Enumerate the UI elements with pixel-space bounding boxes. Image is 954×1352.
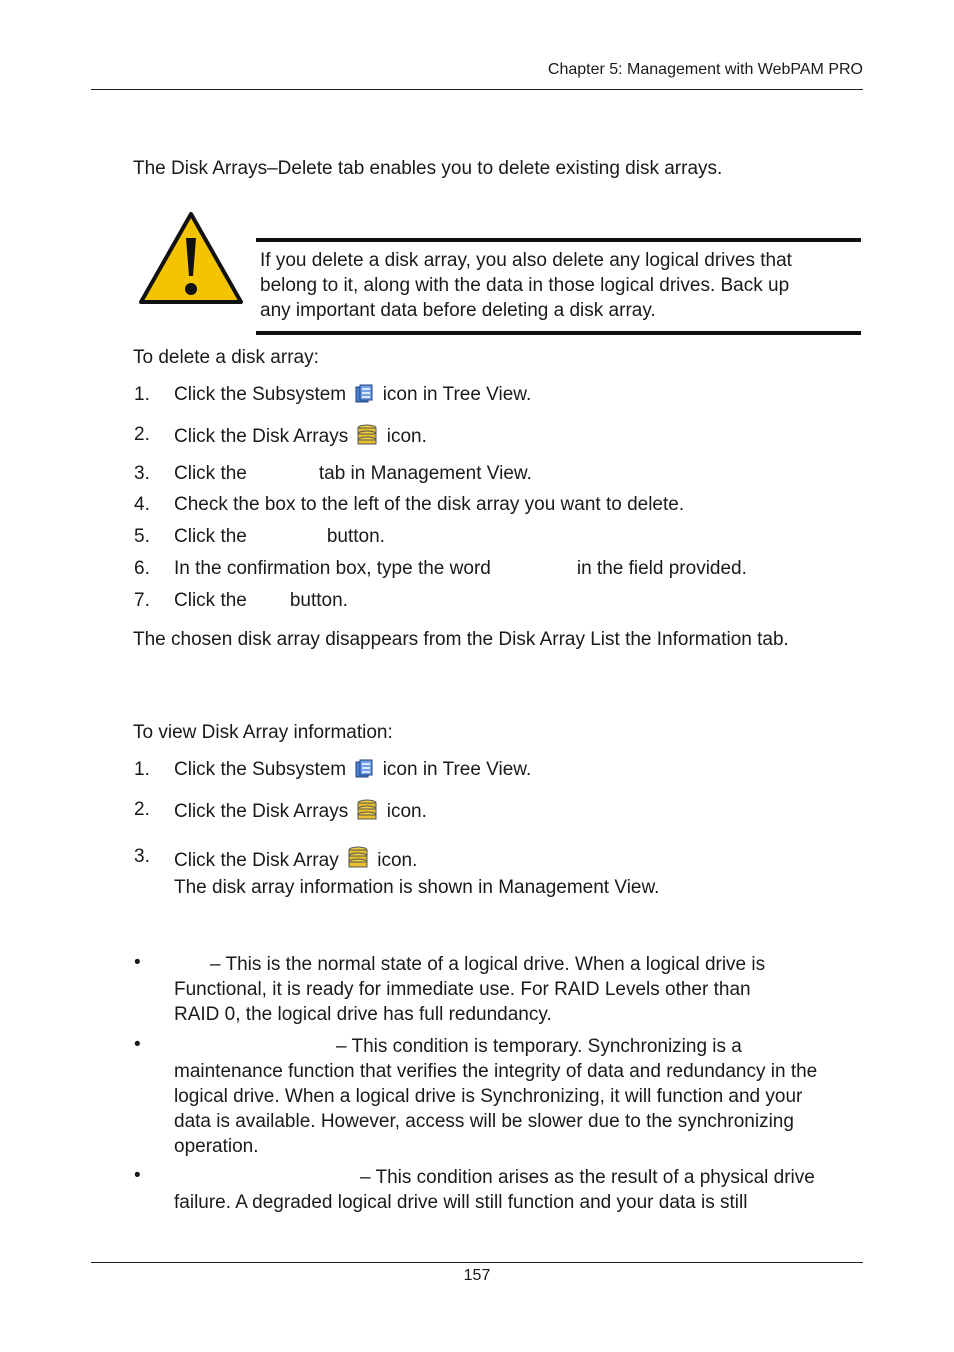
- bullet-line: operation.: [174, 1136, 259, 1157]
- header-rule: [91, 89, 863, 90]
- bullet-mark: •: [134, 1034, 141, 1055]
- bullet-line-text: – This condition arises as the result of a physical drive: [360, 1167, 815, 1188]
- step-text-b: icon in Tree View.: [382, 384, 532, 405]
- step-text-a: Click the Disk Arrays: [174, 801, 349, 822]
- step-text-b: icon.: [386, 426, 427, 447]
- step-text-a: Click the: [174, 590, 247, 611]
- disk-arrays-icon: [356, 799, 378, 827]
- step-text-b: icon.: [386, 801, 427, 822]
- step-text: Check the box to the left of the disk array you want to delete.: [174, 494, 685, 515]
- step-number: 1.: [134, 759, 150, 780]
- warning-top-rule: [256, 238, 861, 242]
- view-note: The disk array information is shown in Management View.: [174, 877, 660, 898]
- step-text-a: Click the Disk Arrays: [174, 426, 349, 447]
- chapter-header: Chapter 5: Management with WebPAM PRO: [547, 61, 863, 78]
- bullet-line: logical drive. When a logical drive is Synchronizing, it will function and your: [174, 1086, 803, 1107]
- warning-line-3: any important data before deleting a disk array.: [260, 300, 656, 321]
- step-number: 3.: [134, 463, 150, 484]
- step-number: 6.: [134, 558, 150, 579]
- disk-arrays-icon: [356, 424, 378, 452]
- step-text-b: tab in Management View.: [318, 463, 532, 484]
- disk-array-icon: [347, 846, 369, 876]
- bullet-line: data is available. However, access will be slower due to the synchronizing: [174, 1111, 794, 1132]
- step-text: [174, 558, 747, 580]
- step-text-a: Click the: [174, 526, 247, 547]
- subsystem-icon: [354, 384, 374, 410]
- intro-text: The Disk Arrays–Delete tab enables you to delete existing disk arrays.: [133, 158, 723, 179]
- delete-lead: To delete a disk array:: [133, 347, 319, 368]
- bullet-degraded: [174, 1165, 864, 1215]
- step-text: [174, 526, 385, 548]
- warning-icon: [137, 210, 245, 312]
- warning-line-1: If you delete a disk array, you also delete any logical drives that: [260, 250, 792, 271]
- step-number: 3.: [134, 846, 150, 867]
- bullet-mark: •: [134, 952, 141, 973]
- warning-bottom-rule: [256, 331, 861, 335]
- bullet-line: [174, 1034, 864, 1059]
- step-text-b: button.: [326, 526, 385, 547]
- page-number: 157: [463, 1267, 491, 1284]
- step-number: 2.: [134, 424, 150, 445]
- step-text: [174, 799, 427, 827]
- step-text-b: icon.: [377, 850, 418, 871]
- bullet-line: RAID 0, the logical drive has full redundancy.: [174, 1004, 552, 1025]
- view-lead: To view Disk Array information:: [133, 722, 393, 743]
- warning-line-2: belong to it, along with the data in those logical drives. Back up: [260, 275, 790, 296]
- bullet-line: [174, 952, 864, 977]
- step-text-b: in the field provided.: [576, 558, 747, 579]
- footer-rule: [91, 1262, 863, 1263]
- step-text: [174, 590, 348, 612]
- step-number: 2.: [134, 799, 150, 820]
- step-text: [174, 463, 532, 485]
- step-number: 5.: [134, 526, 150, 547]
- bullet-line: failure. A degraded logical drive will still function and your data is still: [174, 1192, 748, 1213]
- step-text-b: button.: [289, 590, 348, 611]
- bullet-mark: •: [134, 1165, 141, 1186]
- bullet-line: [174, 1165, 864, 1190]
- step-text-b: icon in Tree View.: [382, 759, 532, 780]
- step-text: [174, 424, 427, 452]
- bullet-line-text: – This condition is temporary. Synchronizing is a: [336, 1036, 742, 1057]
- bullet-functional: [174, 952, 864, 1027]
- step-number: 7.: [134, 590, 150, 611]
- bullet-line: maintenance function that verifies the integrity of data and redundancy in the: [174, 1061, 818, 1082]
- step-text: [174, 846, 417, 876]
- step-number: 1.: [134, 384, 150, 405]
- step-text: [174, 384, 531, 410]
- subsystem-icon: [354, 759, 374, 785]
- bullet-line-text: – This is the normal state of a logical drive. When a logical drive is: [210, 954, 766, 975]
- bullet-line: Functional, it is ready for immediate use. For RAID Levels other than: [174, 979, 751, 1000]
- step-text-a: Click the Subsystem: [174, 384, 347, 405]
- step-number: 4.: [134, 494, 150, 515]
- delete-result: The chosen disk array disappears from the Disk Array List the Information tab.: [133, 629, 789, 650]
- step-text-a: Click the Subsystem: [174, 759, 347, 780]
- step-text-a: Click the: [174, 463, 247, 484]
- bullet-synchronizing: [174, 1034, 864, 1159]
- step-text-a: Click the Disk Array: [174, 850, 339, 871]
- step-text-a: In the confirmation box, type the word: [174, 558, 491, 579]
- step-text: [174, 759, 531, 785]
